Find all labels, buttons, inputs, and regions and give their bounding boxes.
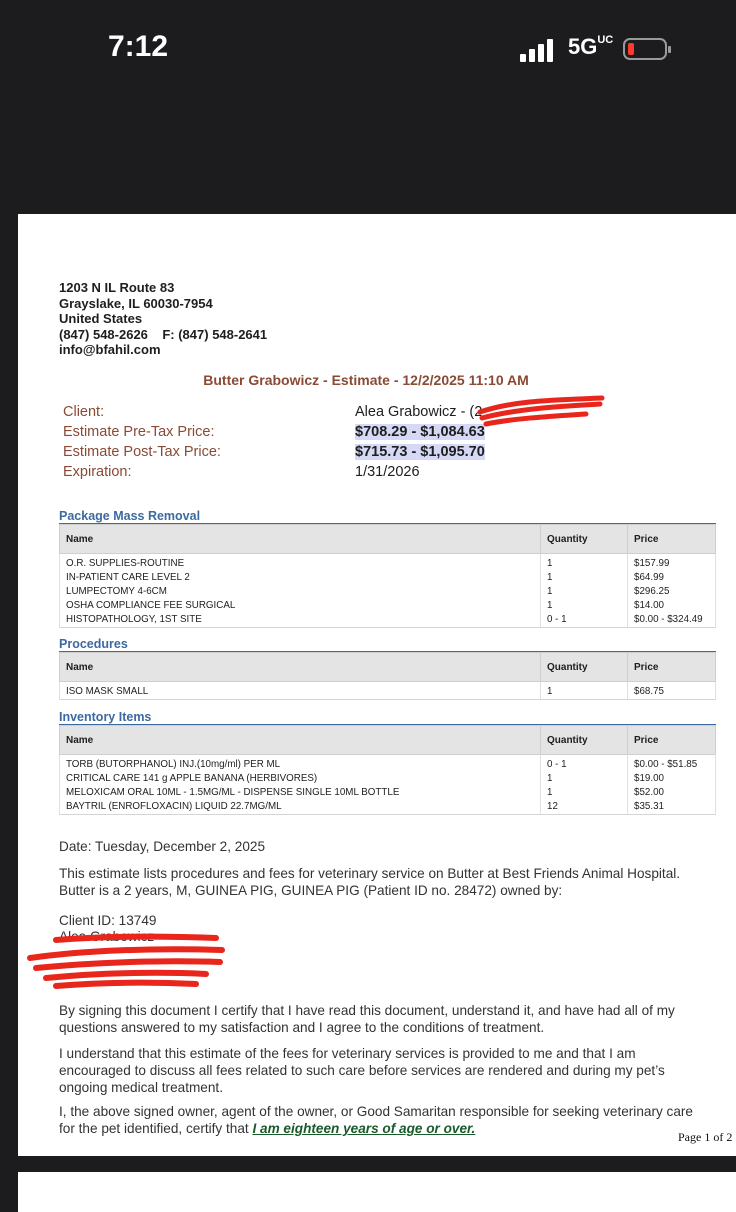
table-row: IN-PATIENT CARE LEVEL 2 1 $64.99 xyxy=(60,571,716,585)
inventory-table xyxy=(59,725,716,815)
battery-icon xyxy=(623,38,667,60)
client-value: Alea Grabowicz - (2 xyxy=(355,404,483,420)
estimate-date: Date: Tuesday, December 2, 2025 xyxy=(59,839,266,854)
section-package-title: Package Mass Removal xyxy=(59,509,201,523)
signal-icon xyxy=(520,38,560,62)
table-row: LUMPECTOMY 4-6CM 1 $296.25 xyxy=(60,585,716,599)
col-quantity: Quantity xyxy=(541,525,628,554)
col-price: Price xyxy=(628,726,716,755)
table-row: CRITICAL CARE 141 g APPLE BANANA (HERBIVORES) 1 $19.00 xyxy=(60,772,716,786)
age-certification-link[interactable]: I am eighteen years of age or over. xyxy=(252,1121,476,1136)
section-inventory-title: Inventory Items xyxy=(59,710,152,724)
package-table xyxy=(59,524,716,628)
redaction-scribble xyxy=(476,390,606,430)
table-row: HISTOPATHOLOGY, 1ST SITE 0 - 1 $0.00 - $324.49 xyxy=(60,613,716,628)
section-procedures-title: Procedures xyxy=(59,637,128,651)
age-paragraph: I, the above signed owner, agent of the owner, or Good Samaritan responsible for seeking veterinary care for the pet identified, certify that I am eighteen years of age or over. xyxy=(59,1104,693,1136)
col-price: Price xyxy=(628,653,716,682)
table-row: BAYTRIL (ENROFLOXACIN) LIQUID 22.7MG/ML 12 $35.31 xyxy=(60,800,716,815)
redaction-scribble xyxy=(26,932,226,992)
next-page-edge xyxy=(18,1172,736,1212)
status-time: 7:12 xyxy=(108,30,169,63)
certify-paragraph: By signing this document I certify that I have read this document, understand it, and have had all of my questions answered to my satisfaction and I agree to the conditions of treatment. xyxy=(59,1003,675,1035)
procedures-table xyxy=(59,652,716,700)
post-tax-price: $715.73 - $1,095.70 xyxy=(355,444,485,460)
expiration-date: 1/31/2026 xyxy=(355,464,420,480)
estimate-page: 1203 N IL Route 83 Grayslake, IL 60030-7954 United States (847) 548-2626 F: (847) 548-2641 info@bfahil.com Butter Grabowicz - Estimate - 12/2/2025 11:10 AM Client: Alea Grabowicz - (2 Estimate Pre-Tax Price: $708.29 - $1,084.63 Estimate Post-Tax Price: $715.73 - $1,095.70 Expiration: 1/31/2026 Package Mass Removal Name Quantity Price O.R. SUPPLIES-ROUTINE 1 $157.99 IN-PATIENT CARE LEVEL 2 1 $64.99 LUMPECTOMY 4-6CM 1 $296.25 OSHA COMPLIANCE FEE SURGICAL 1 $14.00 HISTOPATHOLOGY, 1ST SITE 0 - 1 $0.00 - $324.49 Procedures Name Quantity Price ISO MASK SMALL 1 $68.75 Inventory Items Name Quantity Price TORB (BUTORPHANOL) INJ.(10mg/ml) PER ML 0 - 1 $0.00 - $51.85 CRITICAL CARE 141 g APPLE BANANA (HERBIVORES) 1 $19.00 MELOXICAM ORAL 10ML - 1.5MG/ML - DISPENSE SINGLE 10ML BOTTLE 1 $52.00 BAYTRIL (ENROFLOXACIN) LIQUID 22.7MG/ML 12 $35.31 Date: Tuesday, December 2, 2025 This estimate lists procedures and fees for veterinary service on Butter at Best Friends Animal Hospital. Butter is a 2 years, M, GUINEA PIG, GUINEA PIG (Patient ID no. 28472) owned by: Client ID: 13749 Alea Grabowicz By signing this document I certify that I have read this document, understand it, and have had all of my questions answered to my satisfaction and I agree to the conditions of treatment. I understand that this estimate of the fees for veterinary services is provided to me and that I am encouraged to discuss all fees related to such care before services are rendered and during my pet’s ongoing medical treatment. I, the above signed owner, agent of the owner, or Good Samaritan responsible for seeking veterinary care for the pet identified, certify that I am eighteen years of age or over. Page 1 of 2 xyxy=(18,214,736,1156)
clinic-address: 1203 N IL Route 83 Grayslake, IL 60030-7954 United States (847) 548-2626 F: (847) 548-2641 info@bfahil.com xyxy=(59,280,268,358)
table-row: MELOXICAM ORAL 10ML - 1.5MG/ML - DISPENSE SINGLE 10ML BOTTLE 1 $52.00 xyxy=(60,786,716,800)
table-row: O.R. SUPPLIES-ROUTINE 1 $157.99 xyxy=(60,554,716,572)
estimate-intro: This estimate lists procedures and fees for veterinary service on Butter at Best Friends Animal Hospital. Butter is a 2 years, M, GUINEA PIG, GUINEA PIG (Patient ID no. 28472) owned by: xyxy=(59,866,681,898)
col-name: Name xyxy=(60,653,541,682)
client-id: Client ID: 13749 xyxy=(59,913,157,928)
client-name: Alea Grabowicz xyxy=(59,929,155,944)
estimate-title: Butter Grabowicz - Estimate - 12/2/2025 11:10 AM xyxy=(203,372,529,388)
col-quantity: Quantity xyxy=(541,726,628,755)
page-number: Page 1 of 2 xyxy=(678,1130,733,1144)
fees-paragraph: I understand that this estimate of the fees for veterinary services is provided to me and that I am encouraged to discuss all fees related to such care before services are rendered and during my pet’s ongoing medical treatment. xyxy=(59,1046,665,1095)
col-price: Price xyxy=(628,525,716,554)
table-row: ISO MASK SMALL 1 $68.75 xyxy=(60,682,716,700)
col-name: Name xyxy=(60,525,541,554)
table-row: OSHA COMPLIANCE FEE SURGICAL 1 $14.00 xyxy=(60,599,716,613)
col-name: Name xyxy=(60,726,541,755)
pre-tax-price: $708.29 - $1,084.63 xyxy=(355,424,485,440)
col-quantity: Quantity xyxy=(541,653,628,682)
table-row: TORB (BUTORPHANOL) INJ.(10mg/ml) PER ML 0 - 1 $0.00 - $51.85 xyxy=(60,755,716,773)
status-bar xyxy=(0,0,736,100)
network-indicator: $5G^{UC}$ xyxy=(568,34,614,59)
